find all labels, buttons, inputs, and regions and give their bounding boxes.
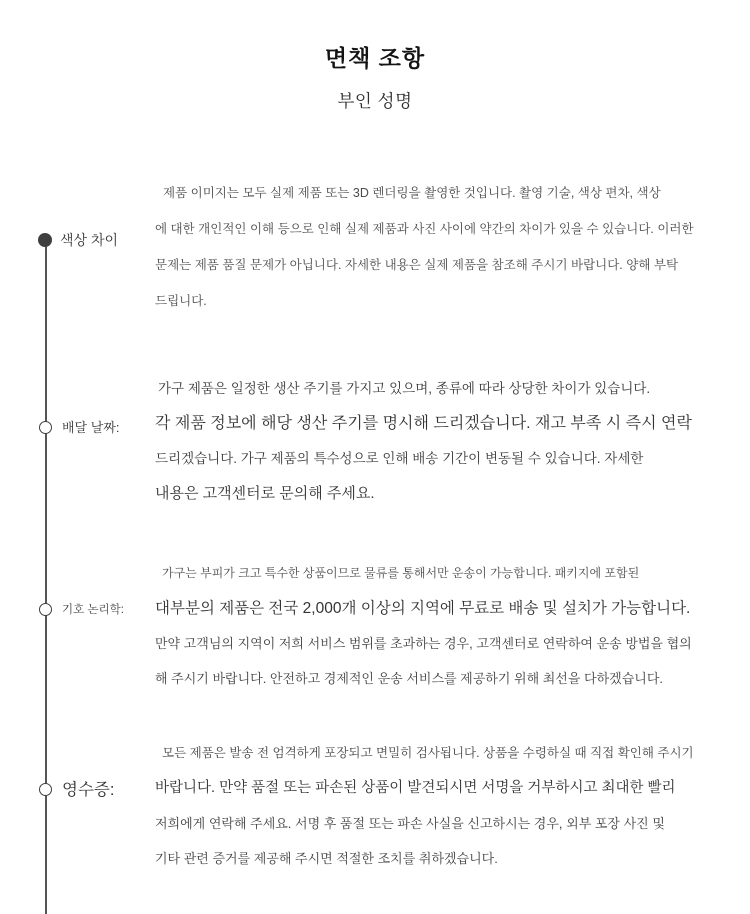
section-color-difference [155,175,730,319]
timeline-label-color-difference: 색상 차이 [60,232,118,248]
page-title: 면책 조항 [324,45,426,71]
section-text-line: 기타 관련 증거를 제공해 주시면 적절한 조치를 취하겠습니다. [155,851,498,866]
section-text-line: 내용은 고객센터로 문의해 주세요. [155,485,375,502]
section-text-line: 저희에게 연락해 주세요. 서명 후 품절 또는 파손 사실을 신고하시는 경우, 외부 포장 사진 및 [155,816,665,831]
section-logistics [155,556,730,696]
section-text-line: 드리겠습니다. 가구 제품의 특수성으로 인해 배송 기간이 변동될 수 있습니다. 자세한 [155,451,644,466]
page-subtitle: 부인 성명 [337,91,413,111]
timeline-bullet-open-icon [39,783,52,796]
section-text-line: 에 대한 개인적인 이해 등으로 인해 실제 제품과 사진 사이에 약간의 차이가 있을 수 있습니다. 이러한 [155,222,694,236]
section-text-line: 가구는 부피가 크고 특수한 상품이므로 물류를 통해서만 운송이 가능합니다. 패키지에 포함된 [162,566,640,580]
section-text-line: 대부분의 제품은 전국 2,000개 이상의 지역에 무료로 배송 및 설치가 가능합니다. [155,600,691,617]
section-text-line: 각 제품 정보에 해당 생산 주기를 명시해 드리겠습니다. 재고 부족 시 즉시 연락 [155,415,692,432]
timeline-bullet-open-icon [39,421,52,434]
section-text-line: 드립니다. [155,294,207,308]
section-text-line: 해 주시기 바랍니다. 안전하고 경제적인 운송 서비스를 제공하기 위해 최선을 다하겠습니다. [155,671,663,686]
timeline-bullet-filled-icon [38,233,52,247]
timeline-label-logistics: 기호 논리학: [62,604,124,616]
section-receipt [155,736,730,876]
section-text-line: 모든 제품은 발송 전 엄격하게 포장되고 면밀히 검사됩니다. 상품을 수령하실 때 직접 확인해 주시기 [162,746,694,760]
section-delivery-date [155,371,730,511]
section-text-line: 만약 고객님의 지역이 저희 서비스 범위를 초과하는 경우, 고객센터로 연락하여 운송 방법을 협의 [155,636,692,651]
timeline-line [45,240,47,914]
timeline-label-receipt: 영수증: [62,781,115,799]
section-text-line: 제품 이미지는 모두 실제 제품 또는 3D 렌더링을 촬영한 것입니다. 촬영 기술, 색상 편차, 색상 [163,186,661,200]
timeline-bullet-open-icon [39,603,52,616]
section-text-line: 문제는 제품 품질 문제가 아닙니다. 자세한 내용은 실제 제품을 참조해 주시기 바랍니다. 양해 부탁 [155,258,679,272]
section-text-line: 바랍니다. 만약 품절 또는 파손된 상품이 발견되시면 서명을 거부하시고 최대한 빨리 [155,780,676,796]
timeline-label-delivery-date: 배달 날짜: [62,420,120,435]
section-text-line: 가구 제품은 일정한 생산 주기를 가지고 있으며, 종류에 따라 상당한 차이가 있습니다. [158,381,651,396]
